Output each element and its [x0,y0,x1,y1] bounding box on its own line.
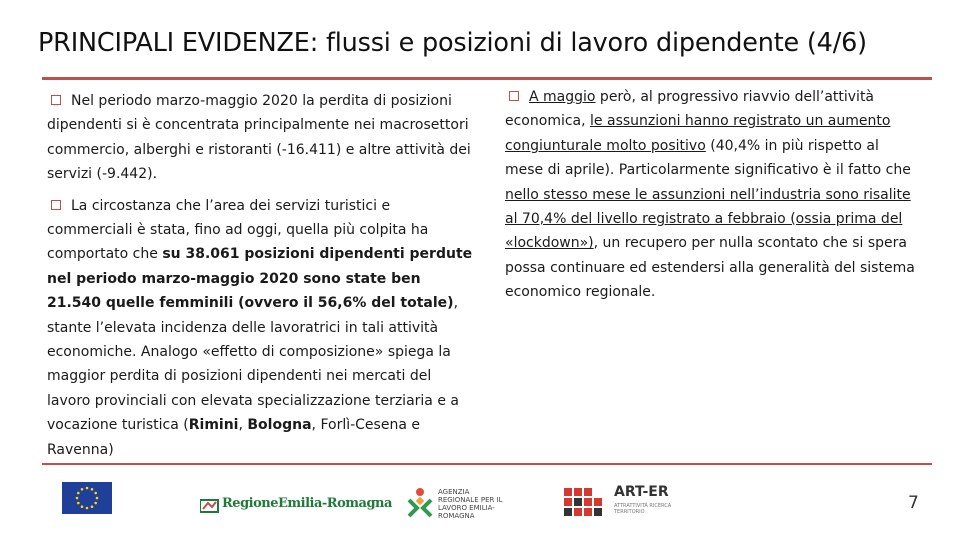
paragraph-2-text-a: La circostanza che l’area dei servizi turistici e commerciali è stata, fino ad oggi, quella più colpita ha comportato che [47,197,429,263]
right-column [505,85,920,312]
paragraph-3-underline-c: nello stesso mese le assunzioni nell’industria sono risalite al 70,4% del livello registrato a febbraio (ossia prima del «lockdown») [505,186,911,252]
eu-caption [58,518,118,524]
page-number: 7 [908,493,919,513]
page-title: PRINCIPALI EVIDENZE: flussi e posizioni di lavoro dipendente (4/6) [38,28,867,58]
footer-divider [42,463,932,465]
paragraph-3 [505,85,920,305]
art-er-subtitle: ATTRATTIVITÀ RICERCA TERRITORIO [614,503,672,515]
paragraph-2-text-c: , [238,417,248,434]
paragraph-2-bold-rimini: Rimini [188,417,239,434]
art-er-logo [562,484,608,528]
eu-flag-logo [62,482,112,514]
paragraph-2-bold-a: su 38.061 posizioni dipendenti perdute nel periodo marzo-maggio 2020 sono state ben 21.540 quelle femminili (ovvero il 56,6% del totale) [47,246,473,312]
paragraph-3-text-c: , un recupero per nulla scontato che si spera possa continuare ed estendersi alla generalità del sistema economico regionale. [505,235,915,301]
paragraph-2-text-d: , Forlì-Cesena e Ravenna) [47,417,420,458]
agenzia-lavoro-logo [405,486,435,524]
checkbox-bullet-icon [509,91,519,101]
agenzia-lavoro-label: AGENZIA REGIONALE PER IL LAVORO EMILIA-ROMAGNA [438,488,503,520]
paragraph-1 [47,89,477,187]
footer-logos [0,470,960,540]
checkbox-bullet-icon [51,200,61,210]
paragraph-3-text-a: però, al progressivo riavvio dell’attività economica, [505,89,875,130]
paragraph-2-bold-bologna: Bologna [247,417,312,434]
paragraph-3-text-b: (40,4% in più rispetto al mese di aprile). Particolarmente significativo è il fatto che [505,137,911,179]
regione-emilia-romagna-label: RegioneEmilia-Romagna [222,496,392,511]
title-divider [42,77,932,80]
paragraph-3-underline-b: le assunzioni hanno registrato un aumento congiunturale molto positivo [505,113,891,154]
paragraph-3-underline-a: A maggio [529,89,596,105]
paragraph-2-text-b: , stante l’elevata incidenza delle lavoratrici in tali attività economiche. Analogo «effetto di composizione» spiega la maggior perdita di posizioni dipendenti nei mercati del lavoro provinciali con elevata specializzazione terziaria e a vocazione turistica ( [47,295,459,434]
left-column [47,89,477,469]
paragraph-2 [47,194,477,462]
checkbox-bullet-icon [51,95,61,105]
art-er-label: ART-ER [614,484,669,500]
paragraph-1-text: Nel periodo marzo-maggio 2020 la perdita di posizioni dipendenti si è concentrata principalmente nei macrosettori commercio, alberghi e ristoranti (-16.411) e altre attività dei servizi (-9.442). [47,93,471,183]
